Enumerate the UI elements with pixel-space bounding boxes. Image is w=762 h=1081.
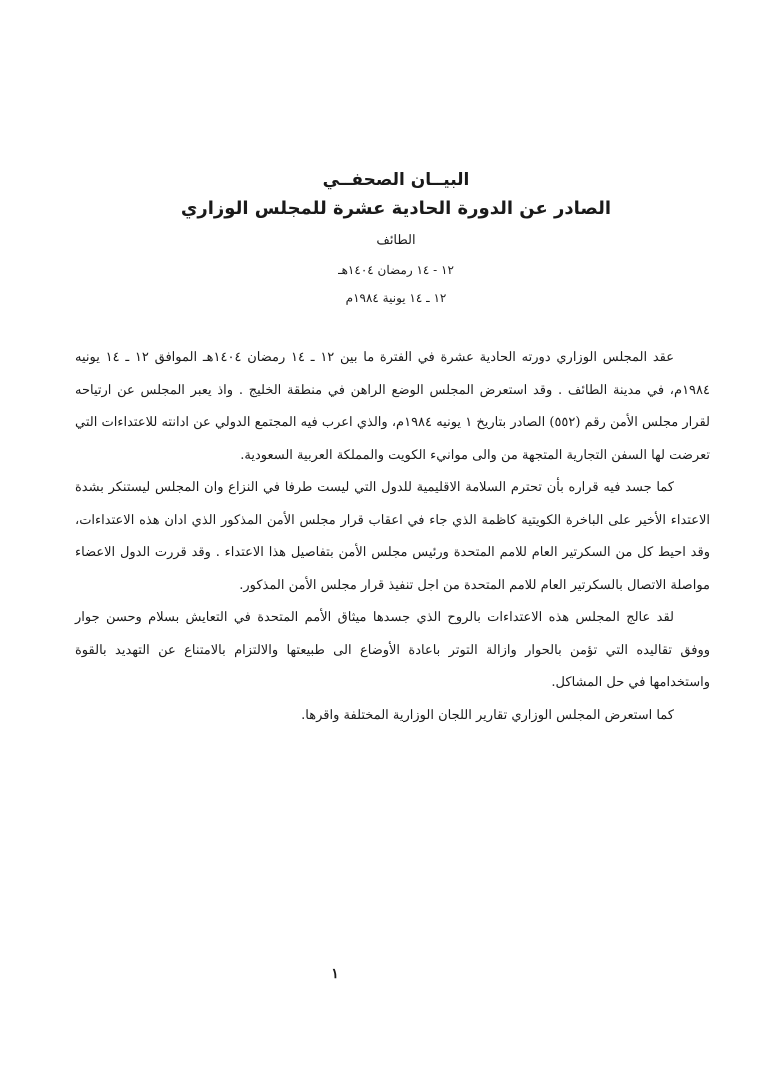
page-number: ١ [331,966,339,982]
hijri-date: ١٢ - ١٤ رمضان ١٤٠٤هـ [338,263,454,277]
paragraph-4: كما استعرض المجلس الوزاري تقارير اللجان الوزارية المختلفة واقرها. [301,707,674,723]
document-title: البيــان الصحفــي [322,170,470,190]
paragraph-2: كما جسد فيه قراره بأن تحترم السلامة الاقليمية للدول التي ليست طرفا في النزاع وان المجلس ليستنكر بشدة الاعتداء الأخير على الباخرة الكويتية كاظمة الذي جاء في اعقاب قرار مجلس الأمن المذكور الذي ادان هذه الاعتداءات، وقد احيط كل من السكرتير العام للامم المتحدة ورئيس مجلس الأمن بتفاصيل هذا الاعتداء . وقد قررت الدول الاعضاء مواصلة الاتصال بالسكرتير العام للامم المتحدة من اجل تنفيذ قرار مجلس الأمن المذكور. [75,480,711,593]
document-subtitle: الصادر عن الدورة الحادية عشرة للمجلس الوزاري [180,198,612,219]
paragraph-1: عقد المجلس الوزاري دورته الحادية عشرة في الفترة ما بين ١٢ ـ ١٤ رمضان ١٤٠٤هـ الموافق ١٢ ـ ١٤ يونيه ١٩٨٤م، في مدينة الطائف . وقد استعرض المجلس الوضع الراهن في منطقة الخليج . واذ يعبر المجلس عن ارتياحه لقرار مجلس الأمن رقم (٥٥٢) الصادر بتاريخ ١ يونيه ١٩٨٤م، والذي اعرب فيه المجتمع الدولي عن ادانته للاعتداءات التي تعرضت لها السفن التجارية المتجهة من والى موانيء الكويت والمملكة العربية السعودية. [75,350,710,463]
document-header [0,166,762,312]
paragraph-3: لقد عالج المجلس هذه الاعتداءات بالروح الذي جسدها ميثاق الأمم المتحدة في التعايش بسلام وحسن جوار ووفق تقاليده التي تؤمن بالحوار وازالة التوتر باعادة الأوضاع الى طبيعتها والالتزام بالامتناع عن التهديد بالقوة واستخدامها في حل المشاكل. [75,610,710,690]
location-line: الطائف [376,233,416,248]
document-body [75,342,710,732]
gregorian-date: ١٢ ـ ١٤ يونية ١٩٨٤م [345,291,447,305]
